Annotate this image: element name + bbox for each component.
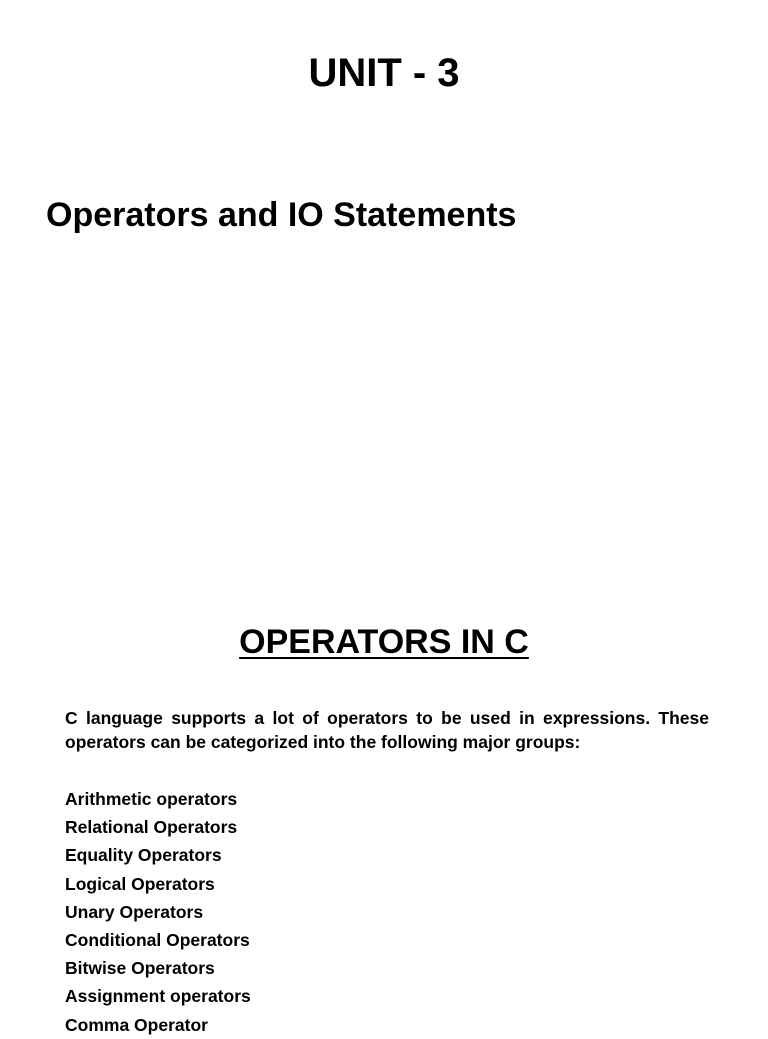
section-heading-text: OPERATORS IN C bbox=[239, 623, 529, 661]
list-item: Conditional Operators bbox=[65, 929, 250, 950]
unit-title: UNIT - 3 bbox=[308, 51, 460, 95]
list-item: Relational Operators bbox=[65, 817, 238, 838]
operators-slide bbox=[0, 576, 768, 1035]
list-item: Equality Operators bbox=[65, 845, 222, 866]
slide-subtitle: Operators and IO Statements bbox=[46, 196, 517, 234]
list-item: Logical Operators bbox=[65, 873, 215, 894]
list-item: Comma Operator bbox=[65, 1014, 208, 1035]
section-heading bbox=[0, 622, 768, 662]
operator-list bbox=[65, 785, 251, 1039]
list-item: Assignment operators bbox=[65, 986, 251, 1007]
intro-paragraph: C language supports a lot of operators to be used in expressions. These operators can be categorized into the following major groups: bbox=[65, 708, 709, 752]
list-item: Arithmetic operators bbox=[65, 789, 238, 809]
list-item: Bitwise Operators bbox=[65, 958, 215, 979]
list-item: Unary Operators bbox=[65, 901, 204, 922]
